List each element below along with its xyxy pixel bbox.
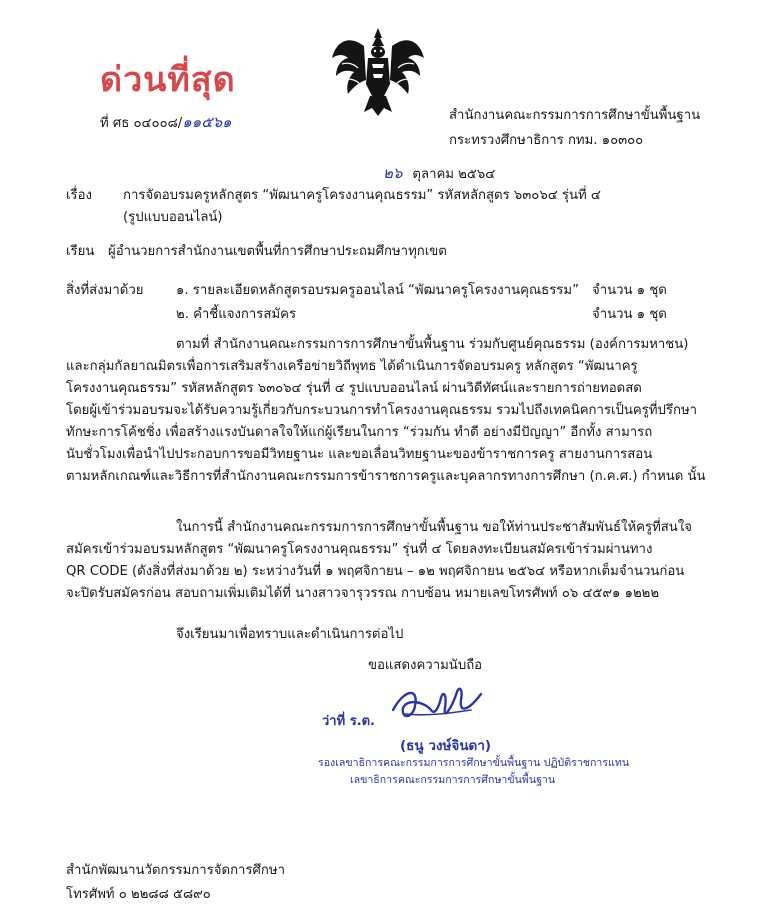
- agency-address: กระทรวงศึกษาธิการ กทม. ๑๐๓๐๐: [449, 133, 644, 148]
- para1-line-7: ตามหลักเกณฑ์และวิธีการที่สำนักงานคณะกรรมการข้าราชการครูและบุคลากรทางการศึกษา (ก.ค.ศ.) กำหนด นั้น: [66, 469, 706, 484]
- doc-number-handwritten: ๑๑๕๖๑: [182, 113, 232, 131]
- closing-request: จึงเรียนมาเพื่อทราบและดำเนินการต่อไป: [176, 627, 404, 642]
- handwritten-signature-icon: [385, 680, 495, 730]
- recipient-label: เรียน: [66, 244, 95, 259]
- date-day: ๒๖: [383, 164, 403, 182]
- subject-line-2: (รูปแบบออนไลน์): [123, 210, 223, 225]
- enclosure-item-1: ๑. รายละเอียดหลักสูตรอบรมครูออนไลน์ “พัฒนาครูโครงงานคุณธรรม”: [176, 283, 579, 298]
- subject-label: เรื่อง: [66, 188, 92, 203]
- signer-rank: ว่าที่ ร.ต.: [322, 714, 375, 729]
- agency-name: สำนักงานคณะกรรมการการศึกษาขั้นพื้นฐาน: [449, 108, 701, 123]
- urgency-stamp: ด่วนที่สุด: [100, 60, 236, 100]
- enclosure-item-2-qty: จำนวน ๑ ชุด: [592, 307, 667, 322]
- enclosure-item-1-qty: จำนวน ๑ ชุด: [592, 283, 667, 298]
- signer-position-2: เลขาธิการคณะกรรมการการศึกษาขั้นพื้นฐาน: [350, 774, 556, 786]
- footer-office: สำนักพัฒนานวัตกรรมการจัดการศึกษา: [66, 863, 285, 878]
- footer-phone: โทรศัพท์ ๐ ๒๒๘๘ ๕๘๙๐: [66, 887, 211, 902]
- enclosure-label: สิ่งที่ส่งมาด้วย: [66, 283, 144, 298]
- para1-line-2: และกลุ่มกัลยาณมิตรเพื่อการเสริมสร้างเครือข่ายวิถีพุทธ ได้ดำเนินการจัดอบรมครู หลักสูตร “พัฒนาครู: [66, 359, 638, 374]
- closing-salutation: ขอแสดงความนับถือ: [368, 658, 483, 673]
- para2-line-4: จะปิดรับสมัครก่อน สอบถามเพิ่มเติมได้ที่ นางสาวจารุวรรณ กาบซ้อน หมายเลขโทรศัพท์ ๐๖ ๔๕๙๑ ๑๒๒๒: [66, 586, 660, 601]
- para2-line-3: QR CODE (ดังสิ่งที่ส่งมาด้วย ๒) ระหว่างวันที่ ๑ พฤศจิกายน – ๑๒ พฤศจิกายน ๒๕๖๔ หรือหากเต็มจำนวนก่อน: [66, 564, 685, 579]
- para1-line-4: โดยผู้เข้าร่วมอบรมจะได้รับความรู้เกี่ยวกับกระบวนการทำโครงงานคุณธรรม รวมไปถึงเทคนิคการเป็นครูที่ปรึกษา: [66, 403, 698, 418]
- enclosure-item-2: ๒. คำชี้แจงการสมัคร: [176, 307, 297, 322]
- para2-line-1: ในการนี้ สำนักงานคณะกรรมการการศึกษาขั้นพื้นฐาน ขอให้ท่านประชาสัมพันธ์ให้ครูที่สนใจ: [176, 520, 692, 535]
- signer-name: (ธนู วงษ์จินดา): [400, 738, 492, 754]
- para1-line-1: ตามที่ สำนักงานคณะกรรมการการศึกษาขั้นพื้นฐาน ร่วมกับศูนย์คุณธรรม (องค์การมหาชน): [176, 337, 689, 352]
- subject-line-1: การจัดอบรมครูหลักสูตร “พัฒนาครูโครงงานคุณธรรม” รหัสหลักสูตร ๖๓๐๖๔ รุ่นที่ ๔: [123, 188, 601, 203]
- date-month-year: ตุลาคม ๒๕๖๔: [412, 167, 496, 182]
- para1-line-3: โครงงานคุณธรรม” รหัสหลักสูตร ๖๓๐๖๔ รุ่นที่ ๔ รูปแบบออนไลน์ ผ่านวิดีทัศน์และรายการถ่ายทอดสด: [66, 381, 642, 396]
- document-date: [383, 163, 495, 185]
- para1-line-6: นับชั่วโมงเพื่อนำไปประกอบการขอมีวิทยฐานะ และขอเลื่อนวิทยฐานะของข้าราชการครู สายงานการสอน: [66, 447, 653, 462]
- recipient-text: ผู้อำนวยการสำนักงานเขตพื้นที่การศึกษาประถมศึกษาทุกเขต: [108, 244, 447, 259]
- document-number: [100, 112, 232, 134]
- para2-line-2: สมัครเข้าร่วมอบรมหลักสูตร “พัฒนาครูโครงงานคุณธรรม” รุ่นที่ ๔ โดยลงทะเบียนสมัครเข้าร่วมผ่านทาง: [66, 542, 653, 557]
- para1-line-5: ทักษะการโค้ชชิ่ง เพื่อสร้างแรงบันดาลใจให้แก่ผู้เรียนในการ “ร่วมกัน ทำดี อย่างมีปัญญา” อีกทั้ง สามารถ: [66, 425, 653, 440]
- doc-number-prefix: ที่ ศธ ๐๔๐๐๘/: [100, 116, 183, 131]
- garuda-emblem-icon: [328, 24, 428, 120]
- signer-position-1: รองเลขาธิการคณะกรรมการการศึกษาขั้นพื้นฐาน ปฏิบัติราชการแทน: [318, 757, 630, 769]
